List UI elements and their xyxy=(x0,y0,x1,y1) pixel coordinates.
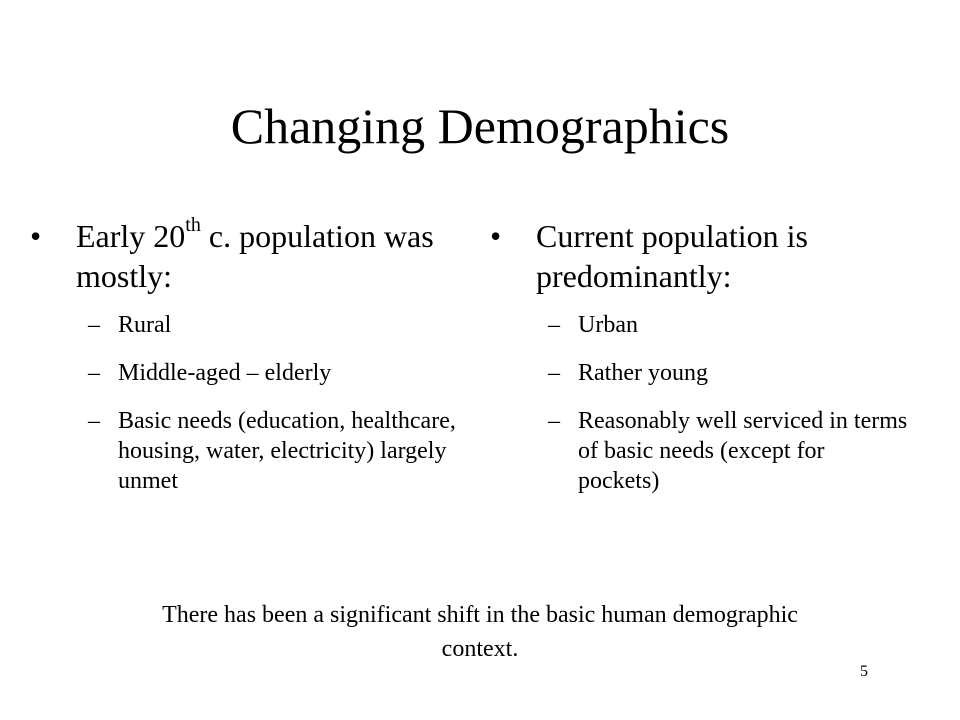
list-item xyxy=(490,406,910,496)
list-item-text: Middle-aged – elderly xyxy=(118,360,332,386)
dash-icon: – xyxy=(548,408,560,434)
list-item xyxy=(30,406,460,496)
list-item-text: Rural xyxy=(118,312,172,338)
list-item xyxy=(490,310,910,340)
page-number: 5 xyxy=(860,663,868,680)
left-heading-text-end: c. population was mostly: xyxy=(76,218,434,294)
list-item-text: Reasonably well serviced in terms of basic needs (except for pockets) xyxy=(578,408,908,494)
left-bullet-heading xyxy=(30,216,460,296)
list-item xyxy=(30,310,460,340)
slide-title: Changing Demographics xyxy=(230,98,730,154)
dash-icon: – xyxy=(548,360,560,386)
summary-text: There has been a significant shift in the basic human demographic context. xyxy=(162,602,798,662)
bullet-icon: • xyxy=(30,218,42,254)
left-heading-text-start: Early 20 xyxy=(76,218,186,254)
dash-icon: – xyxy=(88,312,100,338)
right-heading-text: Current population is predominantly: xyxy=(536,218,808,294)
dash-icon: – xyxy=(548,312,560,338)
left-sublist xyxy=(30,310,460,496)
list-item xyxy=(490,358,910,388)
list-item-text: Basic needs (education, healthcare, housing, water, electricity) largely unmet xyxy=(118,408,456,494)
dash-icon: – xyxy=(88,408,100,434)
list-item xyxy=(30,358,460,388)
bullet-icon: • xyxy=(490,218,502,254)
left-column xyxy=(30,216,460,514)
list-item-text: Rather young xyxy=(578,360,708,386)
dash-icon: – xyxy=(88,360,100,386)
right-bullet-heading xyxy=(490,216,910,296)
right-sublist xyxy=(490,310,910,496)
right-column xyxy=(490,216,910,514)
list-item-text: Urban xyxy=(578,312,638,338)
left-heading-superscript: th xyxy=(185,214,201,237)
